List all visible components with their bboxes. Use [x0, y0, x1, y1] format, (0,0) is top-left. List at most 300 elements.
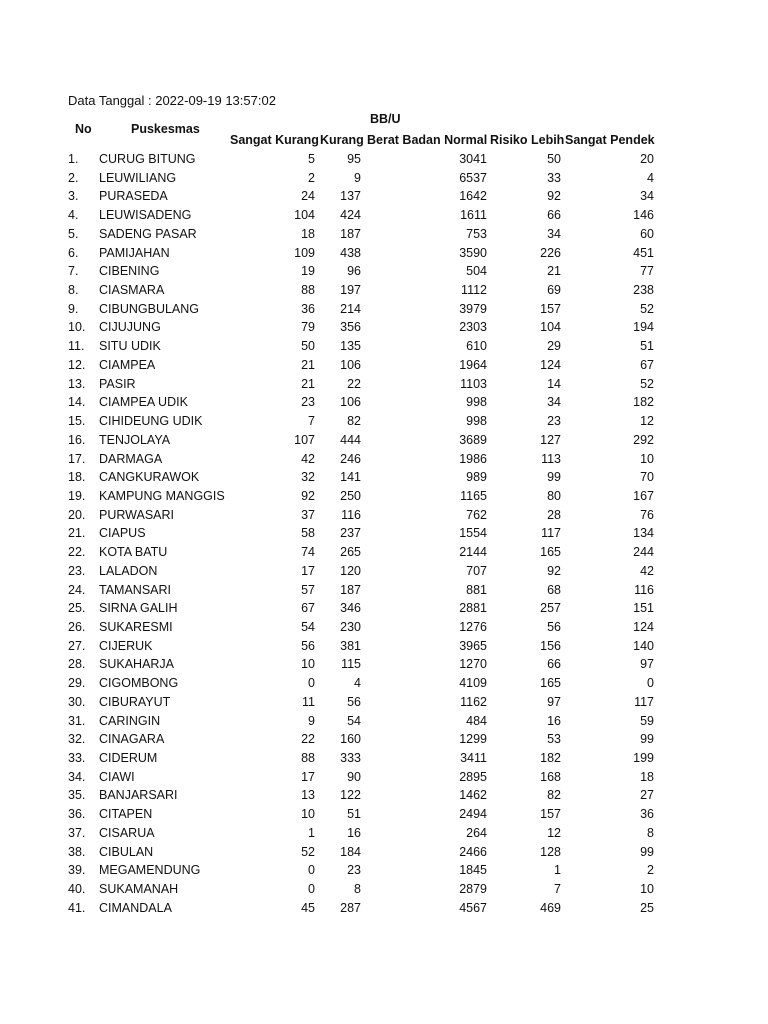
value-sangat-kurang: 0 — [308, 863, 315, 878]
value-sangat-kurang: 74 — [301, 545, 315, 560]
table-row — [0, 170, 768, 189]
value-berat-badan-normal: 2881 — [459, 601, 487, 616]
puskesmas-name: BANJARSARI — [99, 788, 178, 803]
value-kurang: 197 — [340, 283, 361, 298]
value-sangat-pendek: 140 — [633, 638, 654, 653]
value-berat-badan-normal: 753 — [466, 226, 487, 241]
table-row — [0, 862, 768, 881]
value-kurang: 106 — [340, 357, 361, 372]
value-berat-badan-normal: 1103 — [460, 376, 487, 391]
value-sangat-kurang: 1 — [308, 825, 315, 840]
table-row — [0, 376, 768, 395]
row-number: 37. — [68, 825, 86, 840]
table-row — [0, 675, 768, 694]
value-sangat-kurang: 79 — [301, 320, 315, 335]
table-row — [0, 713, 768, 732]
row-number: 16. — [68, 432, 86, 447]
table-row — [0, 600, 768, 619]
table-row — [0, 151, 768, 170]
value-sangat-pendek: 18 — [640, 769, 654, 784]
row-number: 19. — [68, 488, 86, 503]
table-row — [0, 638, 768, 657]
table-row — [0, 563, 768, 582]
value-berat-badan-normal: 3590 — [459, 245, 487, 260]
value-risiko-lebih: 157 — [540, 807, 561, 822]
row-number: 29. — [68, 676, 86, 691]
puskesmas-name: CISARUA — [99, 825, 155, 840]
value-sangat-kurang: 10 — [301, 807, 315, 822]
value-risiko-lebih: 1 — [554, 863, 561, 878]
value-kurang: 9 — [354, 170, 361, 185]
value-sangat-pendek: 34 — [640, 189, 654, 204]
value-risiko-lebih: 29 — [547, 339, 561, 354]
value-kurang: 23 — [347, 863, 361, 878]
value-kurang: 95 — [347, 152, 361, 166]
table-row — [0, 301, 768, 320]
value-kurang: 214 — [340, 301, 361, 316]
row-number: 30. — [68, 694, 86, 709]
value-kurang: 56 — [347, 694, 361, 709]
value-risiko-lebih: 21 — [547, 264, 561, 279]
table-row — [0, 394, 768, 413]
table-row — [0, 451, 768, 470]
puskesmas-name: MEGAMENDUNG — [99, 863, 201, 878]
value-risiko-lebih: 168 — [540, 769, 561, 784]
value-sangat-kurang: 23 — [301, 395, 315, 410]
value-risiko-lebih: 12 — [547, 825, 561, 840]
value-kurang: 250 — [340, 488, 361, 503]
value-kurang: 8 — [354, 882, 361, 897]
value-risiko-lebih: 99 — [547, 470, 561, 485]
value-berat-badan-normal: 504 — [466, 264, 487, 279]
value-risiko-lebih: 34 — [547, 395, 561, 410]
table-row — [0, 488, 768, 507]
value-sangat-kurang: 58 — [301, 526, 315, 541]
value-kurang: 230 — [340, 619, 361, 634]
value-risiko-lebih: 50 — [547, 152, 561, 166]
value-risiko-lebih: 34 — [547, 226, 561, 241]
value-sangat-pendek: 12 — [640, 414, 654, 429]
puskesmas-name: CITAPEN — [99, 807, 153, 822]
value-berat-badan-normal: 2494 — [459, 807, 487, 822]
value-risiko-lebih: 124 — [540, 357, 561, 372]
table-row — [0, 694, 768, 713]
row-number: 10. — [68, 320, 86, 335]
puskesmas-name: SADENG PASAR — [99, 226, 197, 241]
value-sangat-pendek: 97 — [640, 657, 654, 672]
value-berat-badan-normal: 1299 — [459, 732, 487, 747]
row-number: 26. — [68, 619, 86, 634]
puskesmas-name: CIDERUM — [99, 751, 158, 765]
value-sangat-pendek: 8 — [647, 825, 654, 840]
value-sangat-kurang: 50 — [301, 339, 315, 354]
value-kurang: 120 — [340, 563, 361, 578]
value-sangat-kurang: 107 — [294, 432, 315, 447]
value-risiko-lebih: 117 — [541, 526, 561, 541]
value-sangat-kurang: 92 — [301, 488, 315, 503]
value-risiko-lebih: 182 — [540, 751, 561, 765]
value-kurang: 237 — [340, 526, 361, 541]
header-risiko-lebih: Risiko Lebih — [490, 133, 565, 147]
value-berat-badan-normal: 1112 — [461, 283, 487, 298]
value-berat-badan-normal: 707 — [466, 563, 487, 578]
row-number: 14. — [68, 395, 86, 410]
row-number: 3. — [68, 189, 79, 204]
puskesmas-name: SUKARESMI — [99, 619, 173, 634]
value-risiko-lebih: 68 — [547, 582, 561, 597]
value-kurang: 424 — [340, 208, 361, 223]
row-number: 9. — [68, 301, 79, 316]
table-row — [0, 319, 768, 338]
value-kurang: 333 — [340, 751, 361, 765]
value-sangat-kurang: 9 — [308, 713, 315, 728]
row-number: 15. — [68, 414, 86, 429]
value-sangat-kurang: 21 — [301, 357, 315, 372]
value-sangat-kurang: 45 — [301, 900, 315, 915]
value-kurang: 137 — [340, 189, 361, 204]
puskesmas-name: CIAPUS — [99, 526, 146, 541]
puskesmas-name: CIHIDEUNG UDIK — [99, 414, 203, 429]
value-berat-badan-normal: 1986 — [459, 451, 487, 466]
value-sangat-pendek: 244 — [633, 545, 654, 560]
value-risiko-lebih: 14 — [547, 376, 561, 391]
value-berat-badan-normal: 1162 — [460, 694, 487, 709]
puskesmas-name: SIRNA GALIH — [99, 601, 178, 616]
row-number: 28. — [68, 657, 86, 672]
value-berat-badan-normal: 3689 — [459, 432, 487, 447]
row-number: 12. — [68, 357, 86, 372]
row-number: 6. — [68, 245, 79, 260]
value-risiko-lebih: 165 — [540, 676, 561, 691]
value-sangat-pendek: 10 — [640, 451, 654, 466]
puskesmas-name: TAMANSARI — [99, 582, 171, 597]
value-berat-badan-normal: 1642 — [459, 189, 487, 204]
row-number: 40. — [68, 882, 86, 897]
puskesmas-name: CIJUJUNG — [99, 320, 161, 335]
value-risiko-lebih: 92 — [547, 189, 561, 204]
value-berat-badan-normal: 2879 — [459, 882, 487, 897]
row-number: 8. — [68, 283, 79, 298]
value-berat-badan-normal: 6537 — [459, 170, 487, 185]
row-number: 1. — [68, 152, 79, 166]
value-berat-badan-normal: 264 — [466, 825, 487, 840]
value-sangat-pendek: 70 — [640, 470, 654, 485]
value-berat-badan-normal: 989 — [466, 470, 487, 485]
value-sangat-kurang: 7 — [308, 414, 315, 429]
value-kurang: 96 — [347, 264, 361, 279]
value-kurang: 160 — [340, 732, 361, 747]
row-number: 20. — [68, 507, 86, 522]
value-risiko-lebih: 23 — [547, 414, 561, 429]
value-sangat-kurang: 18 — [301, 226, 315, 241]
value-sangat-pendek: 59 — [640, 713, 654, 728]
header-group-bbu: BB/U — [370, 112, 401, 126]
puskesmas-name: CIBUNGBULANG — [99, 301, 200, 316]
row-number: 33. — [68, 751, 86, 765]
value-kurang: 22 — [347, 376, 361, 391]
value-sangat-kurang: 0 — [308, 676, 315, 691]
value-sangat-kurang: 17 — [301, 563, 315, 578]
value-risiko-lebih: 128 — [540, 844, 561, 859]
value-risiko-lebih: 157 — [540, 301, 561, 316]
value-risiko-lebih: 127 — [540, 432, 561, 447]
value-berat-badan-normal: 4567 — [459, 900, 487, 915]
puskesmas-name: TENJOLAYA — [99, 432, 171, 447]
value-sangat-pendek: 42 — [640, 563, 654, 578]
puskesmas-name: KAMPUNG MANGGIS — [99, 488, 225, 503]
value-sangat-pendek: 124 — [633, 619, 654, 634]
row-number: 21. — [68, 526, 86, 541]
table-row — [0, 245, 768, 264]
value-berat-badan-normal: 2895 — [459, 769, 487, 784]
value-sangat-pendek: 167 — [633, 488, 654, 503]
row-number: 18. — [68, 470, 86, 485]
value-sangat-pendek: 182 — [633, 395, 654, 410]
value-kurang: 106 — [340, 395, 361, 410]
value-berat-badan-normal: 1611 — [460, 208, 487, 223]
puskesmas-name: LEUWISADENG — [99, 208, 192, 223]
table-row — [0, 357, 768, 376]
value-sangat-pendek: 117 — [634, 694, 654, 709]
value-sangat-pendek: 67 — [640, 357, 654, 372]
puskesmas-name: KOTA BATU — [99, 545, 168, 560]
header-sangat-kurang: Sangat Kurang — [230, 133, 319, 147]
table-row — [0, 844, 768, 863]
row-number: 31. — [68, 713, 86, 728]
puskesmas-name: CIBENING — [99, 264, 160, 279]
value-berat-badan-normal: 3965 — [459, 638, 487, 653]
header-no: No — [75, 122, 92, 136]
row-number: 38. — [68, 844, 86, 859]
table-row — [0, 769, 768, 788]
row-number: 7. — [68, 264, 79, 279]
value-sangat-pendek: 77 — [640, 264, 654, 279]
table-row — [0, 582, 768, 601]
puskesmas-name: CANGKURAWOK — [99, 470, 200, 485]
table-row — [0, 226, 768, 245]
value-kurang: 356 — [340, 320, 361, 335]
value-sangat-pendek: 238 — [633, 283, 654, 298]
value-sangat-kurang: 24 — [301, 189, 315, 204]
puskesmas-name: CIMANDALA — [99, 900, 172, 915]
value-berat-badan-normal: 1845 — [459, 863, 487, 878]
value-sangat-pendek: 99 — [640, 732, 654, 747]
value-sangat-pendek: 25 — [640, 900, 654, 915]
date-line: Data Tanggal : 2022-09-19 13:57:02 — [68, 93, 276, 108]
row-number: 32. — [68, 732, 86, 747]
row-number: 27. — [68, 638, 86, 653]
value-sangat-kurang: 67 — [301, 601, 315, 616]
puskesmas-name: PURWASARI — [99, 507, 175, 522]
value-sangat-kurang: 56 — [301, 638, 315, 653]
row-number: 41. — [68, 900, 86, 915]
puskesmas-name: LALADON — [99, 563, 158, 578]
value-risiko-lebih: 92 — [547, 563, 561, 578]
value-risiko-lebih: 66 — [547, 657, 561, 672]
table-row — [0, 413, 768, 432]
value-kurang: 265 — [340, 545, 361, 560]
table-row — [0, 750, 768, 769]
value-berat-badan-normal: 610 — [466, 339, 487, 354]
value-berat-badan-normal: 3041 — [459, 152, 487, 166]
puskesmas-name: LEUWILIANG — [99, 170, 177, 185]
row-number: 36. — [68, 807, 86, 822]
row-number: 23. — [68, 563, 86, 578]
value-berat-badan-normal: 1270 — [459, 657, 487, 672]
value-sangat-pendek: 4 — [647, 170, 654, 185]
value-risiko-lebih: 156 — [540, 638, 561, 653]
row-number: 2. — [68, 170, 79, 185]
puskesmas-name: PURASEDA — [99, 189, 168, 204]
table-row — [0, 619, 768, 638]
value-berat-badan-normal: 4109 — [459, 676, 487, 691]
table-row — [0, 900, 768, 919]
table-row — [0, 525, 768, 544]
row-number: 35. — [68, 788, 86, 803]
value-risiko-lebih: 69 — [547, 283, 561, 298]
value-kurang: 381 — [340, 638, 361, 653]
header-berat-badan-normal: Berat Badan Normal — [367, 133, 488, 147]
puskesmas-name: CIBURAYUT — [99, 694, 171, 709]
value-sangat-pendek: 52 — [640, 376, 654, 391]
value-sangat-pendek: 60 — [640, 226, 654, 241]
row-number: 11. — [68, 339, 85, 354]
row-number: 39. — [68, 863, 86, 878]
table-row — [0, 207, 768, 226]
table-row — [0, 282, 768, 301]
value-sangat-kurang: 11 — [302, 694, 315, 709]
value-kurang: 184 — [340, 844, 361, 859]
value-sangat-kurang: 57 — [301, 582, 315, 597]
value-berat-badan-normal: 2303 — [459, 320, 487, 335]
value-sangat-pendek: 194 — [633, 320, 654, 335]
value-kurang: 438 — [340, 245, 361, 260]
value-sangat-kurang: 17 — [301, 769, 315, 784]
puskesmas-name: CIAMPEA — [99, 357, 156, 372]
puskesmas-name: CIGOMBONG — [99, 676, 179, 691]
value-risiko-lebih: 104 — [540, 320, 561, 335]
value-berat-badan-normal: 1165 — [460, 488, 487, 503]
value-kurang: 115 — [341, 657, 361, 672]
table-body — [0, 151, 768, 918]
value-sangat-pendek: 51 — [640, 339, 654, 354]
value-kurang: 54 — [347, 713, 361, 728]
value-risiko-lebih: 53 — [547, 732, 561, 747]
value-kurang: 287 — [340, 900, 361, 915]
table-row — [0, 544, 768, 563]
value-sangat-kurang: 10 — [301, 657, 315, 672]
value-risiko-lebih: 7 — [554, 882, 561, 897]
value-risiko-lebih: 469 — [540, 900, 561, 915]
value-sangat-kurang: 54 — [301, 619, 315, 634]
value-sangat-pendek: 27 — [640, 788, 654, 803]
value-sangat-kurang: 88 — [301, 751, 315, 765]
table-row — [0, 731, 768, 750]
value-risiko-lebih: 80 — [547, 488, 561, 503]
value-sangat-pendek: 20 — [640, 152, 654, 166]
value-sangat-pendek: 116 — [634, 582, 654, 597]
header-puskesmas: Puskesmas — [131, 122, 200, 136]
value-sangat-pendek: 36 — [640, 807, 654, 822]
value-risiko-lebih: 16 — [547, 713, 561, 728]
value-risiko-lebih: 257 — [540, 601, 561, 616]
puskesmas-name: CIASMARA — [99, 283, 165, 298]
value-sangat-pendek: 199 — [633, 751, 654, 765]
value-berat-badan-normal: 3411 — [460, 751, 487, 765]
table-row — [0, 338, 768, 357]
table-row — [0, 263, 768, 282]
value-sangat-pendek: 134 — [633, 526, 654, 541]
value-sangat-kurang: 52 — [301, 844, 315, 859]
value-sangat-pendek: 0 — [647, 676, 654, 691]
value-sangat-kurang: 37 — [301, 507, 315, 522]
puskesmas-name: CIBULAN — [99, 844, 154, 859]
puskesmas-name: PAMIJAHAN — [99, 245, 170, 260]
value-risiko-lebih: 226 — [540, 245, 561, 260]
value-berat-badan-normal: 3979 — [459, 301, 487, 316]
value-risiko-lebih: 97 — [547, 694, 561, 709]
table-row — [0, 656, 768, 675]
header-sangat-pendek: Sangat Pendek — [565, 133, 655, 147]
value-berat-badan-normal: 1462 — [459, 788, 487, 803]
value-berat-badan-normal: 762 — [466, 507, 487, 522]
puskesmas-name: CINAGARA — [99, 732, 165, 747]
value-berat-badan-normal: 998 — [466, 395, 487, 410]
value-berat-badan-normal: 1964 — [459, 357, 487, 372]
puskesmas-name: SITU UDIK — [99, 339, 161, 354]
row-number: 24. — [68, 582, 86, 597]
puskesmas-name: DARMAGA — [99, 451, 163, 466]
value-sangat-pendek: 99 — [640, 844, 654, 859]
value-kurang: 116 — [341, 507, 361, 522]
value-sangat-kurang: 32 — [301, 470, 315, 485]
value-sangat-kurang: 104 — [294, 208, 315, 223]
value-sangat-pendek: 52 — [640, 301, 654, 316]
value-berat-badan-normal: 484 — [466, 713, 487, 728]
value-kurang: 90 — [347, 769, 361, 784]
table-row — [0, 787, 768, 806]
value-berat-badan-normal: 1554 — [459, 526, 487, 541]
value-sangat-kurang: 0 — [308, 882, 315, 897]
row-number: 25. — [68, 601, 86, 616]
header-kurang: Kurang — [320, 133, 364, 147]
value-kurang: 16 — [347, 825, 361, 840]
value-sangat-pendek: 451 — [633, 245, 654, 260]
table-row — [0, 825, 768, 844]
value-kurang: 187 — [340, 582, 361, 597]
puskesmas-name: CIJERUK — [99, 638, 153, 653]
value-sangat-kurang: 22 — [301, 732, 315, 747]
table-row — [0, 469, 768, 488]
value-risiko-lebih: 28 — [547, 507, 561, 522]
table-row — [0, 507, 768, 526]
value-kurang: 4 — [354, 676, 361, 691]
value-kurang: 346 — [340, 601, 361, 616]
value-kurang: 444 — [340, 432, 361, 447]
puskesmas-name: CURUG BITUNG — [99, 152, 196, 166]
row-number: 13. — [68, 376, 86, 391]
value-sangat-pendek: 151 — [633, 601, 654, 616]
value-berat-badan-normal: 2144 — [459, 545, 487, 560]
value-berat-badan-normal: 998 — [466, 414, 487, 429]
value-kurang: 141 — [340, 470, 361, 485]
value-kurang: 122 — [340, 788, 361, 803]
value-risiko-lebih: 33 — [547, 170, 561, 185]
row-number: 22. — [68, 545, 86, 560]
value-sangat-kurang: 19 — [301, 264, 315, 279]
puskesmas-name: CARINGIN — [99, 713, 161, 728]
value-berat-badan-normal: 1276 — [459, 619, 487, 634]
